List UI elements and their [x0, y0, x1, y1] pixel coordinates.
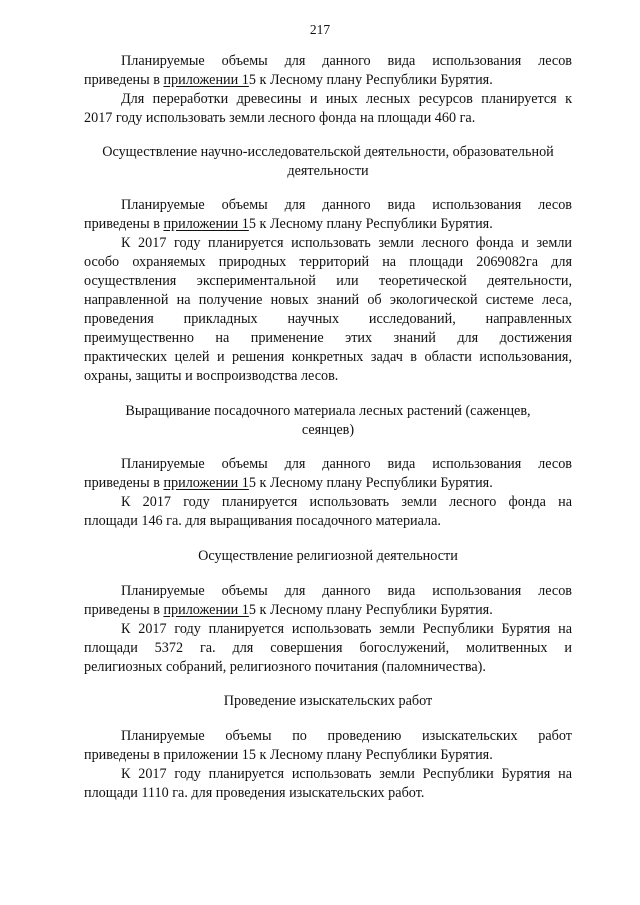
paragraph-line: К 2017 году планируется использовать земли лесного фонда на: [121, 494, 572, 510]
paragraph-line: приведены в приложении 15 к Лесному плану Республики Бурятия.: [84, 216, 493, 232]
paragraph-line: осуществления экспериментальной или теоретической деятельности,: [84, 273, 572, 289]
paragraph-line: приведены в приложении 15 к Лесному плану Республики Бурятия.: [84, 475, 493, 491]
appendix-link[interactable]: приложении 1: [163, 475, 249, 491]
paragraph-line: 2017 году использовать земли лесного фонда на площади 460 га.: [84, 110, 476, 126]
paragraph-line: площади 146 га. для выращивания посадочного материала.: [84, 513, 441, 529]
paragraph-line: К 2017 году планируется использовать земли лесного фонда и земли: [121, 235, 572, 251]
paragraph-line: Планируемые объемы для данного вида использования лесов: [121, 583, 572, 599]
paragraph-line: площади 1110 га. для проведения изыскательских работ.: [84, 785, 425, 801]
appendix-link[interactable]: приложении 1: [163, 602, 249, 618]
section-heading: Осуществление научно-исследовательской деятельности, образовательной: [102, 144, 554, 160]
paragraph-line: практических целей и решения конкретных задач в области использования,: [84, 349, 572, 365]
paragraph-line: приведены в приложении 15 к Лесному плану Республики Бурятия.: [84, 72, 493, 88]
section-heading: сеянцев): [301, 422, 355, 438]
paragraph-line: направленной на получение новых знаний об экологической системе леса,: [84, 292, 572, 308]
appendix-link[interactable]: приложении 1: [163, 216, 249, 232]
paragraph-line: Планируемые объемы по проведению изыскательских работ: [121, 728, 572, 744]
section-heading: Осуществление религиозной деятельности: [198, 548, 458, 564]
paragraph-line: Для переработки древесины и иных лесных ресурсов планируется к: [121, 91, 572, 107]
paragraph-line: Планируемые объемы для данного вида использования лесов: [121, 456, 572, 472]
paragraph-line: преимущественно на применение этих знаний для достижения: [84, 330, 572, 346]
paragraph-line: К 2017 году планируется использовать земли Республики Бурятия на: [121, 766, 572, 782]
paragraph-line: приведены в приложении 15 к Лесному плану Республики Бурятия.: [84, 747, 493, 763]
paragraph-line: Планируемые объемы для данного вида использования лесов: [121, 53, 572, 69]
paragraph-line: площади 5372 га. для совершения богослужений, молитвенных и: [84, 640, 572, 656]
paragraph-line: приведены в приложении 15 к Лесному плану Республики Бурятия.: [84, 602, 493, 618]
paragraph-line: К 2017 году планируется использовать земли Республики Бурятия на: [121, 621, 572, 637]
paragraph-line: религиозных собраний, религиозного почитания (паломничества).: [84, 659, 486, 675]
appendix-link[interactable]: приложении 1: [163, 72, 249, 88]
paragraph-line: проведения прикладных научных исследований, направленных: [84, 311, 572, 327]
section-heading: Выращивание посадочного материала лесных растений (саженцев,: [125, 403, 531, 419]
section-heading: Проведение изыскательских работ: [223, 693, 433, 709]
page-number: 217: [309, 22, 331, 37]
section-heading: деятельности: [287, 163, 369, 179]
paragraph-line: особо охраняемых природных территорий на площади 2069082га для: [84, 254, 572, 270]
paragraph-line: охраны, защиты и воспроизводства лесов.: [84, 368, 339, 384]
paragraph-line: Планируемые объемы для данного вида использования лесов: [121, 197, 572, 213]
